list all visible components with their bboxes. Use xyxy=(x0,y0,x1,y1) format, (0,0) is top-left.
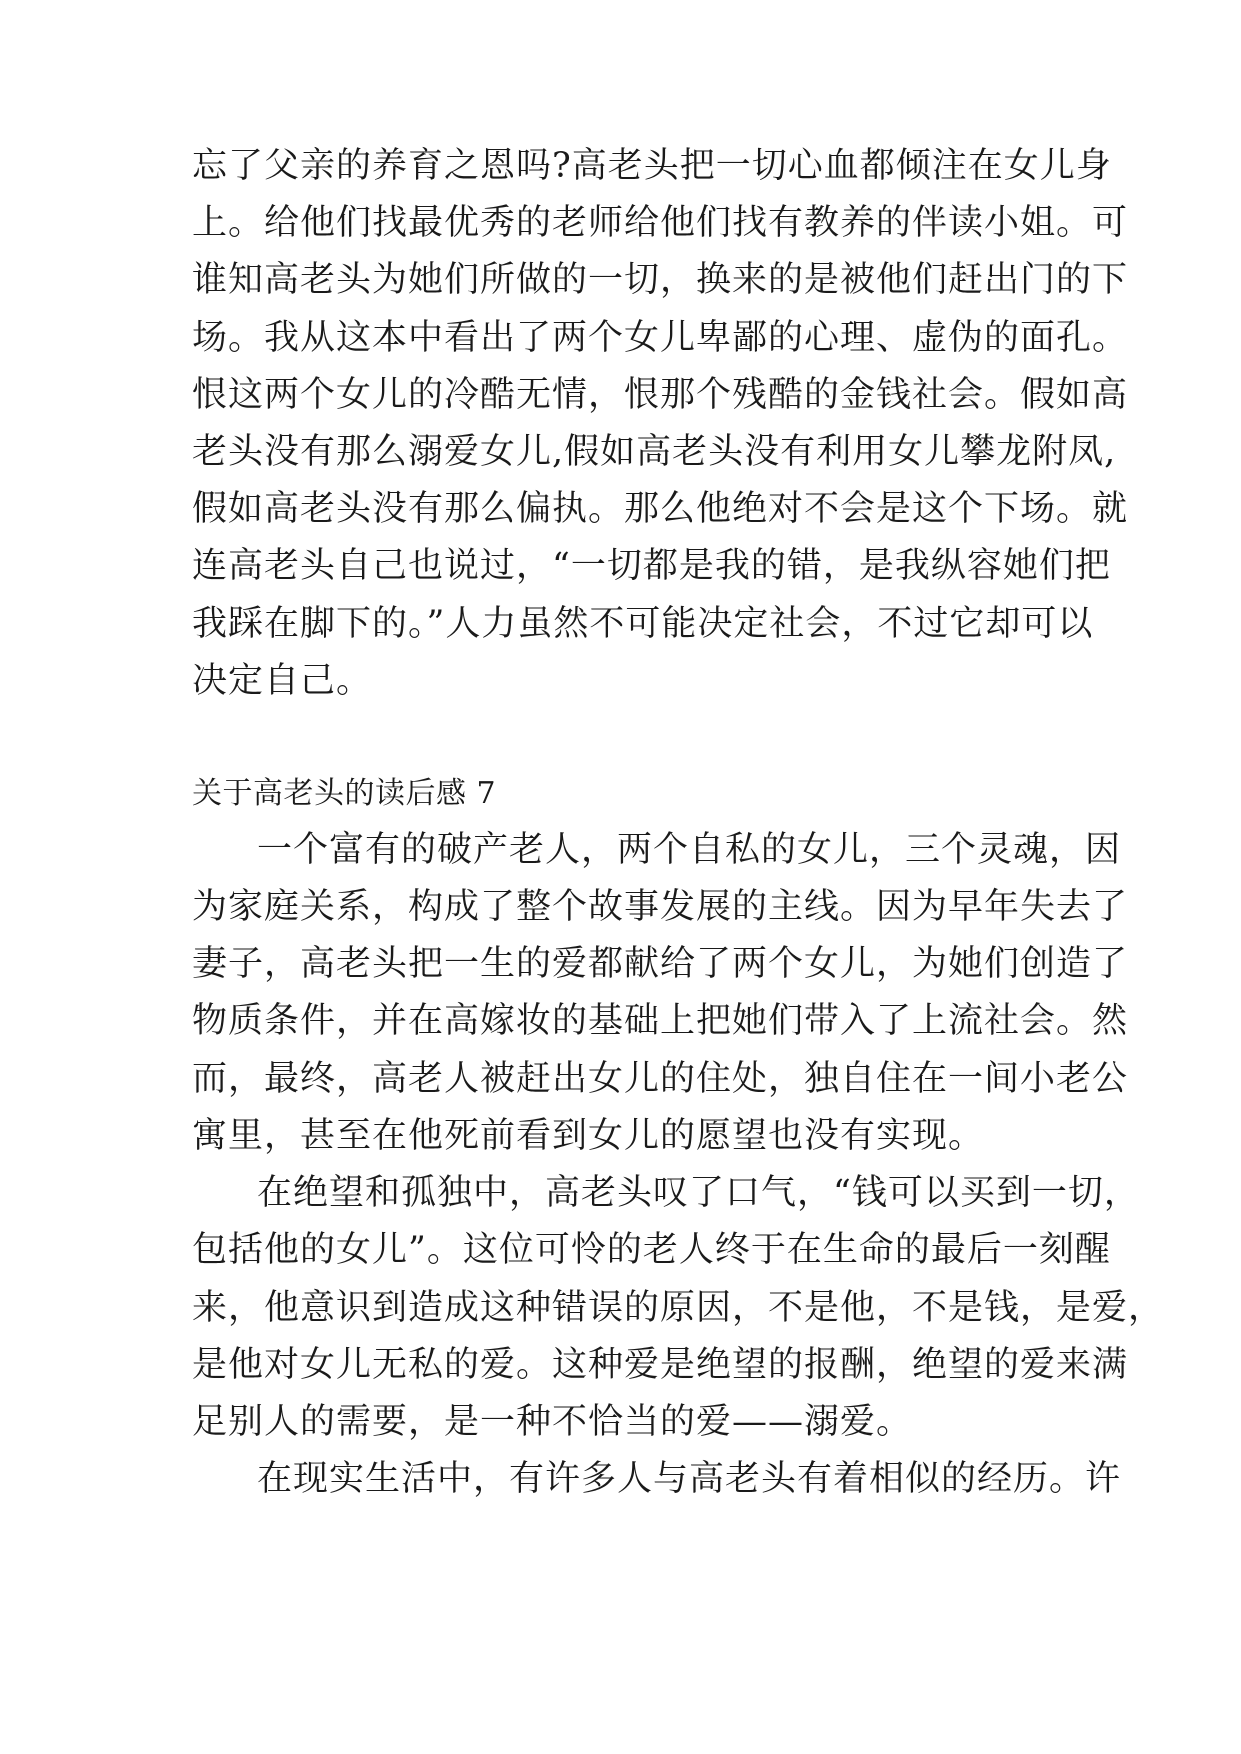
text-line: 是他对女儿无私的爱。这种爱是绝望的报酬，绝望的爱来满 xyxy=(192,1345,1129,1385)
text-line: 来，他意识到造成这种错误的原因，不是他，不是钱，是爱， xyxy=(192,1288,1165,1328)
text-line: 恨这两个女儿的冷酷无情，恨那个残酷的金钱社会。假如高 xyxy=(192,375,1129,415)
text-line: 我踩在脚下的。”人力虽然不可能决定社会，不过它却可以 xyxy=(192,604,1094,644)
text-line: 谁知高老头为她们所做的一切，换来的是被他们赶出门的下 xyxy=(192,260,1129,300)
text-line: 场。我从这本中看出了两个女儿卑鄙的心理、虚伪的面孔。 xyxy=(192,318,1129,358)
text-line: 老头没有那么溺爱女儿,假如高老头没有利用女儿攀龙附凤, xyxy=(192,432,1117,472)
text-line: 连高老头自己也说过，“一切都是我的错，是我纵容她们把 xyxy=(192,546,1111,586)
text-line: 在现实生活中，有许多人与高老头有着相似的经历。许 xyxy=(257,1459,1122,1499)
text-line: 为家庭关系，构成了整个故事发展的主线。因为早年失去了 xyxy=(192,887,1129,927)
text-line: 寓里，甚至在他死前看到女儿的愿望也没有实现。 xyxy=(192,1116,985,1156)
text-line: 足别人的需要，是一种不恰当的爱——溺爱。 xyxy=(192,1402,913,1442)
text-line: 在绝望和孤独中，高老头叹了口气，“钱可以买到一切， xyxy=(257,1173,1140,1213)
text-line: 物质条件，并在高嫁妆的基础上把她们带入了上流社会。然 xyxy=(192,1001,1129,1041)
text-line: 假如高老头没有那么偏执。那么他绝对不会是这个下场。就 xyxy=(192,489,1129,529)
text-line: 忘了父亲的养育之恩吗?高老头把一切心血都倾注在女儿身 xyxy=(192,146,1112,186)
text-line: 一个富有的破产老人，两个自私的女儿，三个灵魂，因 xyxy=(257,830,1122,870)
section-title: 关于高老头的读后感 7 xyxy=(192,776,497,811)
text-line: 上。给他们找最优秀的老师给他们找有教养的伴读小姐。可 xyxy=(192,203,1129,243)
text-line: 决定自己。 xyxy=(192,661,373,701)
text-line: 妻子，高老头把一生的爱都献给了两个女儿，为她们创造了 xyxy=(192,944,1129,984)
text-line: 包括他的女儿”。这位可怜的老人终于在生命的最后一刻醒 xyxy=(192,1230,1111,1270)
text-line: 而，最终，高老人被赶出女儿的住处，独自住在一间小老公 xyxy=(192,1059,1129,1099)
